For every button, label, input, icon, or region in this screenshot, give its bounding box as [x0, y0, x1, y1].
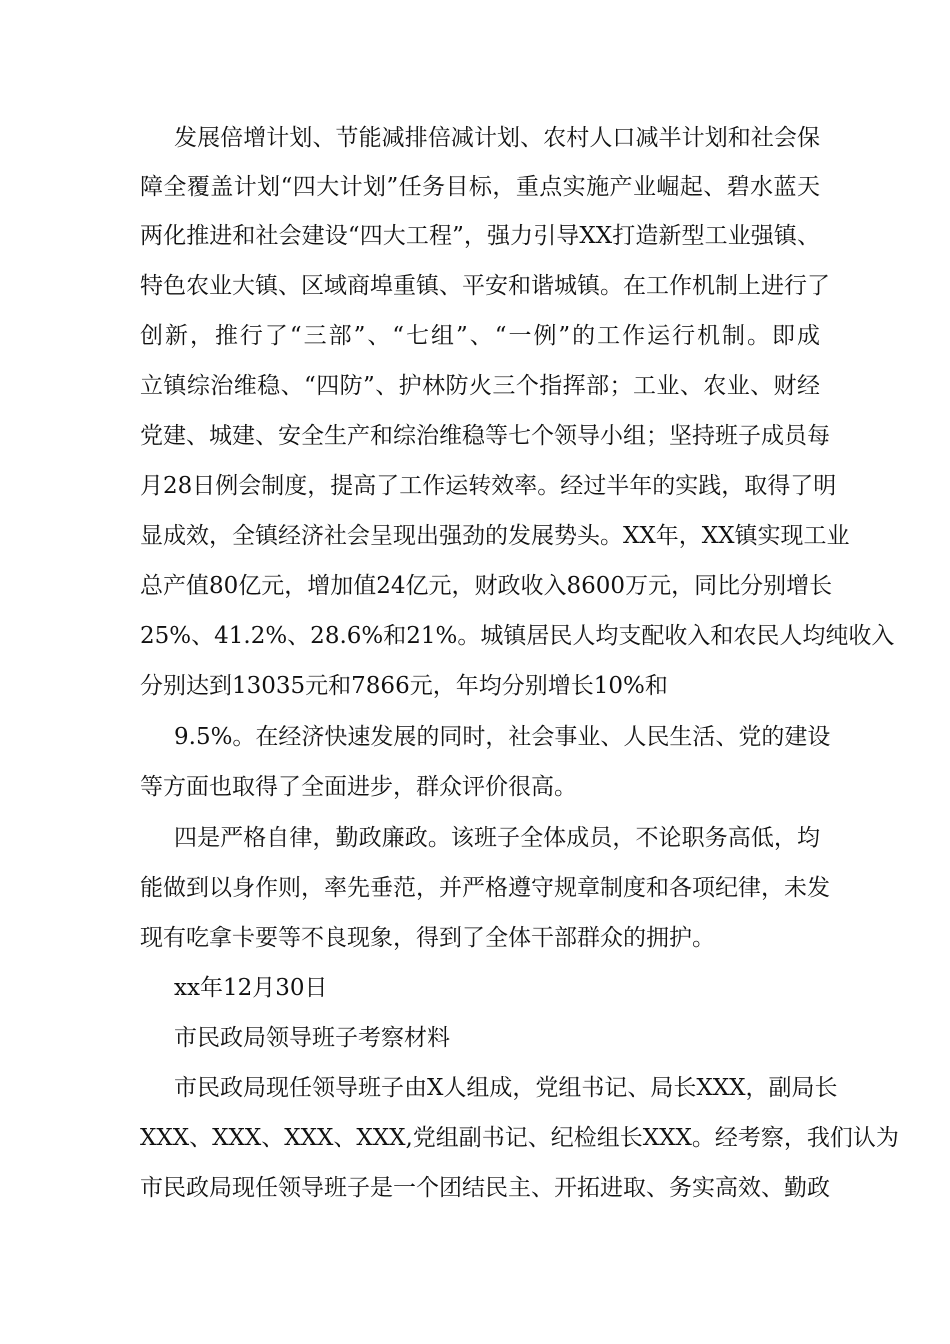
text-line-11: 25%、41.2%、28.6%和21%。城镇居民人均支配收入和农民人均纯收入 [140, 623, 895, 649]
text-line-2: 障全覆盖计划“四大计划”任务目标，重点实施产业崛起、碧水蓝天 [140, 174, 820, 200]
text-line-4: 特色农业大镇、区域商埠重镇、平安和谐城镇。在工作机制上进行了 [140, 273, 830, 299]
text-line-15: 四是严格自律，勤政廉政。该班子全体成员，不论职务高低，均 [174, 825, 820, 851]
text-line-22: 市民政局现任领导班子是一个团结民主、开拓进取、务实高效、勤政 [140, 1175, 830, 1201]
text-line-5: 创新，推行了“三部”、“七组”、“一例”的工作运行机制。即成 [140, 323, 820, 349]
text-line-3: 两化推进和社会建设“四大工程”，强力引导XX打造新型工业强镇、 [140, 223, 820, 249]
text-line-6: 立镇综治维稳、“四防”、护林防火三个指挥部；工业、农业、财经 [140, 373, 820, 399]
text-line-13: 9.5%。在经济快速发展的同时，社会事业、人民生活、党的建设 [174, 724, 831, 750]
text-line-10: 总产值80亿元，增加值24亿元，财政收入8600万元，同比分别增长 [140, 573, 833, 599]
text-line-12: 分别达到13035元和7866元，年均分别增长10%和 [140, 673, 668, 699]
text-line-7: 党建、城建、安全生产和综治维稳等七个领导小组；坚持班子成员每 [140, 423, 830, 449]
text-line-8: 月28日例会制度，提高了工作运转效率。经过半年的实践，取得了明 [140, 473, 837, 499]
text-line-17: 现有吃拿卡要等不良现象，得到了全体干部群众的拥护。 [140, 925, 715, 951]
text-line-14: 等方面也取得了全面进步，群众评价很高。 [140, 774, 577, 800]
text-line-20: 市民政局现任领导班子由X人组成，党组书记、局长XXX，副局长 [174, 1075, 838, 1101]
section-heading: 市民政局领导班子考察材料 [174, 1025, 450, 1051]
text-line-9: 显成效，全镇经济社会呈现出强劲的发展势头。XX年，XX镇实现工业 [140, 523, 850, 549]
date-line: xx年12月30日 [174, 975, 328, 1001]
text-line-1: 发展倍增计划、节能减排倍减计划、农村人口减半计划和社会保 [174, 125, 820, 151]
text-line-21: XXX、XXX、XXX、XXX,党组副书记、纪检组长XXX。经考察，我们认为 [140, 1125, 899, 1151]
text-line-16: 能做到以身作则，率先垂范，并严格遵守规章制度和各项纪律，未发 [140, 875, 830, 901]
